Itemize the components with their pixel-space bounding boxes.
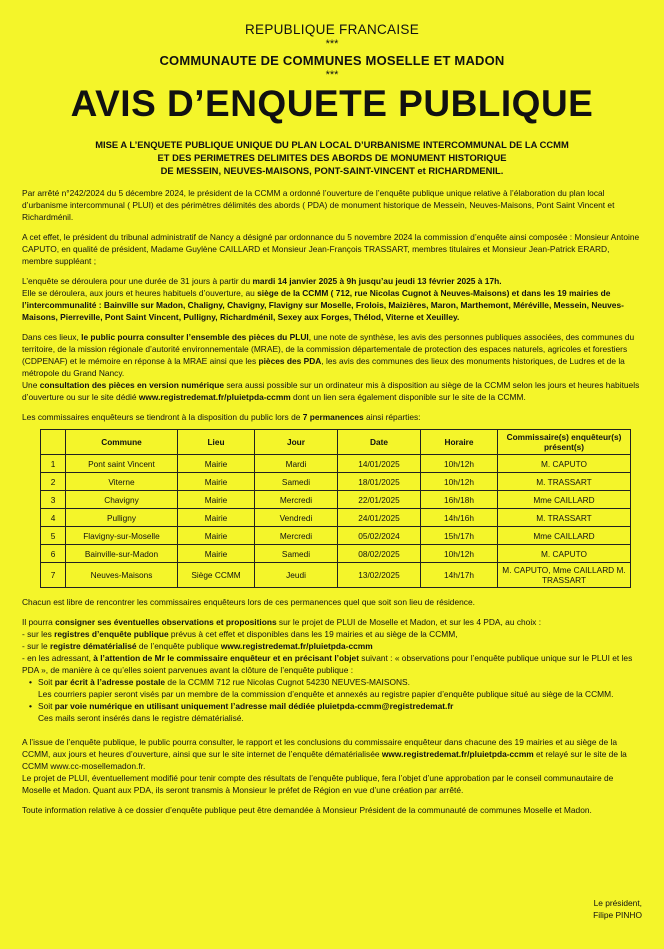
col-header-lieu: Lieu (178, 430, 255, 455)
paragraph-approbation: Le projet de PLUI, éventuellement modifié pour tenir compte des résultats de l’enquête publique, fera l’objet d’une approbation par le conseil communautaire de Moselle et Madon. Quant aux PDA, ils seront transmis à Monsieur le préfet de Région en vue d’une création par arrêté. (22, 773, 614, 795)
table-row: 2 Viterne Mairie Samedi 18/01/2025 10h/12h M. TRASSART (41, 473, 631, 491)
list-item: - en les adressant, à l’attention de Mr le commissaire enquêteur et en précisant l’objet suivant : « observations pour l’enquête publique unique sur le PLUI et les PDA », de manière à ce qu’elles soient parvenues avant la clôture de l’enquête publique : (22, 653, 633, 675)
table-row: 1 Pont saint Vincent Mairie Mardi 14/01/2025 10h/12h M. CAPUTO (41, 455, 631, 473)
paragraph-commission: A cet effet, le président du tribunal administratif de Nancy a désigné par ordonnance du 5 novembre 2024 la commission d’enquête ainsi composée : Monsieur Antoine CAPUTO, en qualité de président, Madame Guylène CAILLARD et Monsieur Jean-François TRASSART, membres titulaires et Monsieur Jean-Patrick ERARD, membre suppléant ; (22, 232, 640, 266)
col-header-num (41, 430, 66, 455)
header (22, 22, 642, 177)
registre-link[interactable]: www.registredemat.fr/pluietpda-ccmm (381, 749, 534, 759)
paragraph-issue: A l’issue de l’enquête publique, le public pourra consulter, le rapport et les conclusions du commissaire enquêteur dans chacune des 19 mairies et au siège de la CCMM, aux jours et heures d’ouverture, ainsi que sur le site internet de l’enquête dématérialisée www.registredemat.fr/pluietpda-ccmm et relayé sur le site de la CCMM www.cc-mosellemadon.fr. (22, 737, 627, 771)
col-header-commune: Commune (66, 430, 178, 455)
subtitle-line-2: ET DES PERIMETRES DELIMITES DES ABORDS DE MONUMENT HISTORIQUE (157, 152, 507, 163)
subtitle-line-1: MISE A L’ENQUETE PUBLIQUE UNIQUE DU PLAN LOCAL D’URBANISME INTERCOMMUNAL DE LA CCMM (95, 139, 569, 150)
signature-role: Le président, (593, 898, 642, 908)
signature-name: Filipe PINHO (593, 910, 642, 920)
notice-body (22, 187, 642, 816)
permanences-table (40, 429, 631, 588)
list-item: • Soit par voie numérique en utilisant uniquement l’adresse mail dédiée pluietpda-ccmm@registredemat.fr Ces mails seront insérés dans le registre dématérialisé. (38, 700, 642, 724)
communaute-line: COMMUNAUTE DE COMMUNES MOSELLE ET MADON (159, 53, 505, 68)
signature-block (593, 897, 642, 921)
paragraph-permanences: Les commissaires enquêteurs se tiendront à la disposition du public lors de 7 permanences ainsi réparties: (22, 412, 421, 422)
paragraph-dates: L’enquête se déroulera pour une durée de 31 jours à partir du mardi 14 janvier 2025 à 9h jusqu’au jeudi 13 février 2025 à 17h. Elle se déroulera, aux jours et heures habituels d’ouverture, au siège de la CCMM ( 712, rue Nicolas Cugnot à Neuves-Maisons) et dans les 19 mairies de l’intercommunalité : Bainville sur Madon, Chaligny, Chavigny, Flavigny sur Moselle, Frolois, Maizières, Maron, Marthemont, Méréville, Messein, Neuves-Maisons, Pierreville, Pont Saint Vincent, Pulligny, Richardménil, Sexey aux Forges, Thélod, Viterne et Xeuilley. (22, 276, 624, 322)
paragraph-observations: Il pourra consigner ses éventuelles observations et propositions sur le projet de PLUI de Moselle et Madon, et sur les 4 PDA, au choix : (22, 617, 542, 627)
table-row: 4 Pulligny Mairie Vendredi 24/01/2025 14h/16h M. TRASSART (41, 509, 631, 527)
table-row: 5 Flavigny-sur-Moselle Mairie Mercredi 05/02/2024 15h/17h Mme CAILLARD (41, 527, 631, 545)
subtitle-line-3: DE MESSEIN, NEUVES-MAISONS, PONT-SAINT-VINCENT et RICHARDMENIL. (160, 165, 504, 176)
table-row: 7 Neuves-Maisons Siège CCMM Jeudi 13/02/2025 14h/17h M. CAPUTO, Mme CAILLARD M. TRASSART (41, 563, 631, 588)
republique-line: REPUBLIQUE FRANCAISE (244, 22, 420, 37)
paragraph-consultation: Dans ces lieux, le public pourra consulter l’ensemble des pièces du PLUI, une note de synthèse, les avis des personnes publiques associées, des communes du territoire, de la mission régionale d’autorité environnementale (MRAE), de la commission départementale de protection des espaces naturels, agricoles et forestiers (CDPENAF) et le mémoire en réponse à la MRAE ainsi que les pièces des PDA, les avis des communes des lieux des monuments historiques, de Ludres et de la métropole du Grand Nancy. Une consultation des pièces en version numérique sera aussi possible sur un ordinateur mis à disposition au siège de la CCMM selon les jours et heures habituels d’ouverture ou sur le site dédié www.registredemat.fr/pluietpda-ccmm dont un lien sera également disponible sur le site de la CCMM. (22, 332, 640, 402)
table-row: 6 Bainville-sur-Madon Mairie Samedi 08/02/2025 10h/12h M. CAPUTO (41, 545, 631, 563)
col-header-date: Date (338, 430, 421, 455)
table-header-row (41, 430, 631, 455)
bullet-list (22, 676, 642, 724)
paragraph-libre: Chacun est libre de rencontrer les commissaires enquêteurs lors de ces permanences quel que soit son lieu de résidence. (22, 597, 475, 607)
stars-separator: *** (325, 69, 339, 81)
stars-separator: *** (325, 38, 339, 50)
email-link[interactable]: par voie numérique en utilisant uniquement l’adresse mail dédiée pluietpda-ccmm@registredemat.fr (54, 701, 454, 711)
table-row: 3 Chavigny Mairie Mercredi 22/01/2025 16h/18h Mme CAILLARD (41, 491, 631, 509)
col-header-commissaire: Commissaire(s) enquêteur(s) présent(s) (498, 430, 631, 455)
list-item: - sur les registres d’enquête publique prévus à cet effet et disponibles dans les 19 mairies et au siège de la CCMM, (22, 629, 458, 639)
list-item: - sur le registre dématérialisé de l’enquête publique www.registredemat.fr/pluietpda-ccmm (22, 641, 373, 651)
col-header-horaire: Horaire (421, 430, 498, 455)
paragraph-arrete: Par arrêté n°242/2024 du 5 décembre 2024, le président de la CCMM a ordonné l’ouverture de l’enquête publique unique relative à l’élaboration du plan local d’urbanisme intercommunal ( PLUI) et des périmètres délimités des abords ( PDA) de monument historique de Messein, Neuves-Maisons, Pont Saint Vincent et Richardménil. (22, 188, 615, 222)
col-header-jour: Jour (255, 430, 338, 455)
list-item: • Soit par écrit à l’adresse postale de la CCMM 712 rue Nicolas Cugnot 54230 NEUVES-MAISONS. Les courriers papier seront visés par un membre de la commission d’enquête et annexés au registre papier d’enquête publique situé au siège de la CCMM. (38, 676, 642, 700)
page-title: AVIS D’ENQUETE PUBLIQUE (70, 83, 594, 124)
registre-link[interactable]: www.registredemat.fr/pluietpda-ccmm (138, 392, 291, 402)
paragraph-information: Toute information relative à ce dossier d’enquête publique peut être demandée à Monsieur Président de la communauté de communes Moselle et Madon. (22, 805, 592, 815)
registre-link[interactable]: www.registredemat.fr/pluietpda-ccmm (220, 641, 373, 651)
